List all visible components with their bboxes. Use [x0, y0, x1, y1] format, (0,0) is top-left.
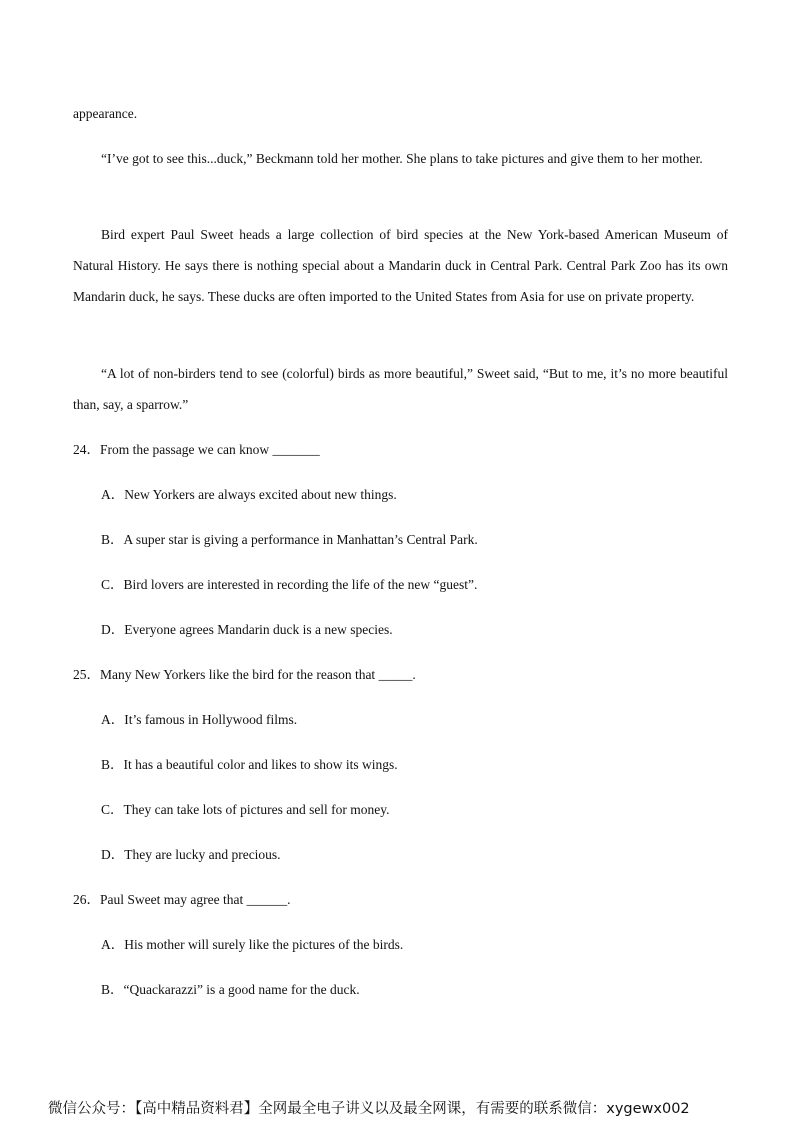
passage-paragraph-0: appearance.: [73, 106, 138, 121]
passage-paragraph-2: Bird expert Paul Sweet heads a large collection of bird species at the New York-based American Museum of Natural History. He says there is nothing special about a Mandarin duck in Central Park. Central Park Zoo has its own Mandarin duck, he says. These ducks are often imported to the United States from Asia for use on private property.: [73, 227, 728, 304]
passage-paragraph-3: “A lot of non-birders tend to see (colorful) birds as more beautiful,” Sweet said, “But to me, it’s no more beautiful than, say, a sparrow.”: [73, 366, 728, 412]
question-24-option-b: B．A super star is giving a performance in Manhattan’s Central Park.: [101, 532, 478, 547]
question-24-option-c: C．Bird lovers are interested in recording the life of the new “guest”.: [101, 577, 478, 592]
question-24-option-a: A．New Yorkers are always excited about new things.: [101, 487, 397, 502]
question-25-option-c: C．They can take lots of pictures and sell for money.: [101, 802, 390, 817]
footer-watermark-text: 微信公众号：【高中精品资料君】全网最全电子讲义以及最全网课，有需要的联系微信：xygewx002: [48, 1101, 690, 1117]
question-26-option-b: B．“Quackarazzi” is a good name for the duck.: [101, 982, 360, 997]
passage-paragraph-1: “I’ve got to see this...duck,” Beckmann told her mother. She plans to take pictures and give them to her mother.: [101, 151, 703, 166]
question-25-option-b: B．It has a beautiful color and likes to show its wings.: [101, 757, 398, 772]
question-24-option-d: D．Everyone agrees Mandarin duck is a new species.: [101, 622, 393, 637]
question-24-stem: 24．From the passage we can know _______: [73, 442, 320, 457]
question-25-option-d: D．They are lucky and precious.: [101, 847, 281, 862]
question-25-option-a: A．It’s famous in Hollywood films.: [101, 712, 298, 727]
question-26-stem: 26．Paul Sweet may agree that ______.: [73, 892, 291, 907]
question-26-option-a: A．His mother will surely like the pictures of the birds.: [101, 937, 404, 952]
question-25-stem: 25．Many New Yorkers like the bird for the reason that _____.: [73, 667, 416, 682]
